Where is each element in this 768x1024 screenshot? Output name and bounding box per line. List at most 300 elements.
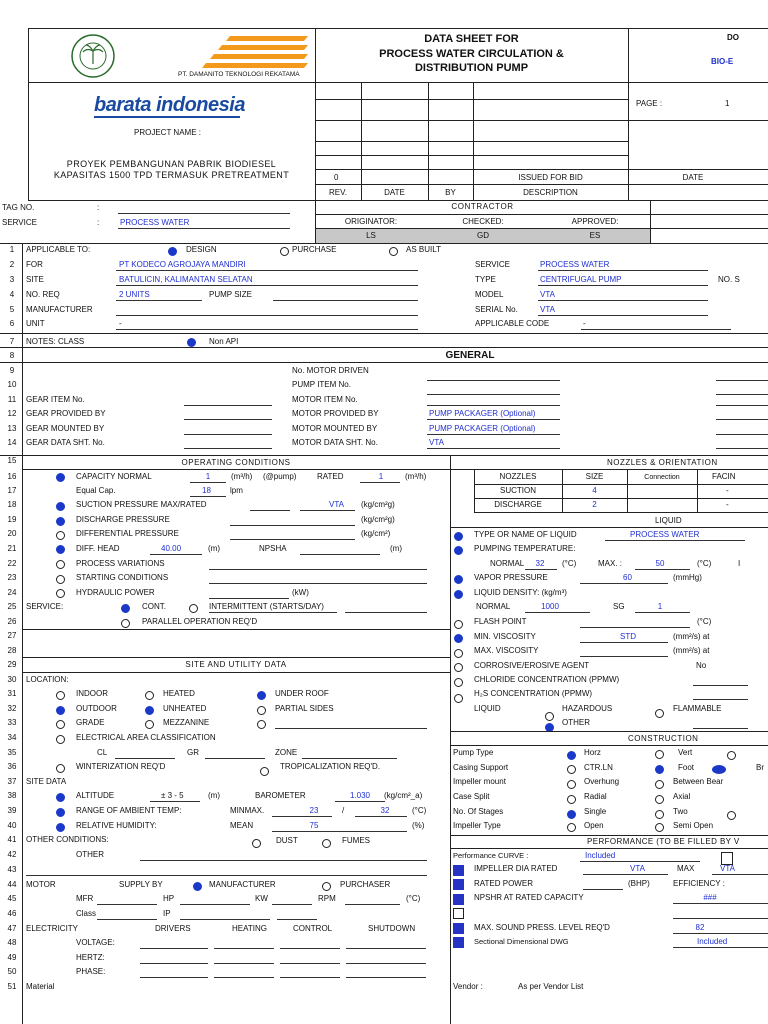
checked-label: CHECKED:	[462, 217, 504, 226]
horz-radio[interactable]	[567, 751, 576, 760]
npshr-check[interactable]	[453, 894, 464, 905]
grade-label: GRADE	[76, 718, 105, 727]
stages-label: No. Of Stages	[453, 807, 504, 816]
manufacturer-label: MANUFACTURER	[26, 305, 93, 314]
line-number: 18	[7, 500, 17, 509]
altitude-value: ± 3 - 5	[161, 791, 184, 800]
casing-label: Casing Support	[453, 763, 509, 772]
line-number: 43	[7, 865, 17, 874]
line-number: 20	[7, 529, 17, 538]
performance-header: PERFORMANCE (TO BE FILLED BY V	[587, 837, 740, 846]
originator-label: ORIGINATOR:	[344, 217, 398, 226]
discharge-nozzle: DISCHARGE	[494, 500, 542, 509]
manufacturer-radio[interactable]	[193, 882, 202, 891]
page-label: PAGE :	[636, 99, 663, 108]
company-seal	[70, 33, 116, 79]
damanito-logo	[200, 34, 310, 74]
motor-temp-unit: (°C)	[406, 894, 421, 903]
motor-label: MOTOR	[26, 880, 56, 889]
line-number: 5	[9, 305, 15, 314]
overhung-label: Overhung	[584, 777, 620, 786]
sound-check[interactable]	[453, 923, 464, 934]
temp-unit: (°C)	[412, 806, 427, 815]
phase-label: PHASE:	[76, 967, 106, 976]
type-value: CENTRIFUGAL PUMP	[540, 275, 622, 284]
max-temp-unit: (°C)	[697, 559, 712, 568]
liquid-header: LIQUID	[655, 516, 682, 525]
variations-radio[interactable]	[56, 560, 65, 569]
motor-driven-label: No. MOTOR DRIVEN	[292, 366, 369, 375]
corrosive-label: CORROSIVE/EROSIVE AGENT	[474, 661, 590, 670]
vendor-value: As per Vendor List	[518, 982, 584, 991]
foot-label: Foot	[678, 763, 695, 772]
unit-value: -	[119, 319, 122, 328]
normal-temp-label: NORMAL	[490, 559, 525, 568]
barometer-unit: (kg/cm²_a)	[384, 791, 423, 800]
line-number: 14	[7, 438, 17, 447]
site-label: SITE	[26, 275, 44, 284]
control-label: CONTROL	[293, 924, 333, 933]
line-number: 29	[7, 660, 17, 669]
parallel-radio[interactable]	[121, 619, 130, 628]
temp-slash: /	[342, 806, 345, 815]
altitude-radio[interactable]	[56, 793, 65, 802]
chloride-radio[interactable]	[454, 678, 463, 687]
sound-label: MAX. SOUND PRESS. LEVEL REQ'D	[474, 923, 610, 932]
type-liquid-radio[interactable]	[454, 532, 463, 541]
line-number: 22	[7, 559, 17, 568]
page-value: 1	[725, 99, 730, 108]
purchase-radio[interactable]	[280, 247, 289, 256]
variations-label: PROCESS VARIATIONS	[76, 559, 165, 568]
line-number: 6	[9, 319, 15, 328]
size-col: SIZE	[585, 472, 604, 481]
sectional-check[interactable]	[453, 937, 464, 948]
title-line2: PROCESS WATER CIRCULATION &	[379, 48, 564, 60]
cont-label: CONT.	[142, 602, 166, 611]
suction-nozzle: SUCTION	[500, 486, 536, 495]
hp-label: HP	[163, 894, 175, 903]
equal-cap-label: Equal Cap.	[76, 486, 116, 495]
suction-label: SUCTION PRESSURE MAX/RATED	[76, 500, 207, 509]
outdoor-label: OUTDOOR	[76, 704, 117, 713]
rev-zero: 0	[334, 173, 339, 182]
barometer-value: 1.030	[349, 791, 371, 800]
gear-datasheet-label: GEAR DATA SHT. No.	[26, 438, 105, 447]
bhp-label: (BHP)	[628, 879, 650, 888]
min-visc-value: STD	[620, 632, 636, 641]
pump-type-label: Pump Type	[453, 748, 494, 757]
ip-label: IP	[163, 909, 171, 918]
nozzles-header: NOZZLES & ORIENTATION	[607, 458, 718, 467]
mfr-label: MFR	[76, 894, 94, 903]
max-temp-label: MAX. :	[598, 559, 623, 568]
non-api-radio[interactable]	[187, 338, 196, 347]
diff-head-unit: (m)	[208, 544, 220, 553]
npshr-value: ###	[703, 893, 717, 902]
general-header: GENERAL	[445, 350, 495, 361]
normal-temp-unit: (°C)	[562, 559, 577, 568]
line-number: 10	[7, 380, 17, 389]
npsha-label: NPSHA	[259, 544, 287, 553]
single-label: Single	[584, 807, 607, 816]
dust-radio[interactable]	[252, 839, 261, 848]
discharge-unit: (kg/cm²g)	[361, 515, 395, 524]
equal-cap-value: 18	[202, 486, 211, 495]
min-visc-label: MIN. VISCOSITY	[474, 632, 536, 641]
vert-radio[interactable]	[655, 750, 664, 759]
humidity-unit: (%)	[412, 821, 425, 830]
single-radio[interactable]	[567, 810, 576, 819]
intermittent-label: INTERMITTENT (STARTS/DAY)	[209, 602, 324, 611]
contractor-label: CONTRACTOR	[451, 202, 514, 211]
service-type-label: SERVICE:	[26, 602, 64, 611]
open-radio[interactable]	[567, 823, 576, 832]
model-value: VTA	[540, 290, 555, 299]
corrosive-radio[interactable]	[454, 663, 463, 672]
altitude-label: ALTITUDE	[76, 791, 115, 800]
density-value: 1000	[541, 602, 559, 611]
design-radio[interactable]	[168, 247, 177, 256]
discharge-label: DISCHARGE PRESSURE	[76, 515, 170, 524]
line-number: 50	[7, 967, 17, 976]
line-number: 33	[7, 718, 17, 727]
service-r-value: PROCESS WATER	[540, 260, 610, 269]
title-line3: DISTRIBUTION PUMP	[414, 62, 529, 74]
rev-issued: ISSUED FOR BID	[518, 173, 583, 182]
line-number: 3	[9, 275, 15, 284]
barometer-label: BAROMETER	[255, 791, 306, 800]
line-number: 4	[9, 290, 15, 299]
line-number: 39	[7, 806, 17, 815]
h2s-label: H₂S CONCENTRATION (PPMW)	[474, 689, 593, 698]
cont-radio[interactable]	[121, 604, 130, 613]
humidity-radio[interactable]	[56, 823, 65, 832]
sg-value: 1	[657, 602, 663, 611]
corrosive-value: No	[696, 661, 707, 670]
type-liquid-label: TYPE OR NAME OF LIQUID	[474, 530, 577, 539]
outdoor-radio[interactable]	[56, 706, 65, 715]
semi-open-label: Semi Open	[673, 821, 714, 830]
line-number: 12	[7, 409, 17, 418]
two-radio[interactable]	[655, 810, 664, 819]
radial-label: Radial	[584, 792, 607, 801]
serial-label: SERIAL No.	[475, 305, 518, 314]
flash-radio[interactable]	[454, 620, 463, 629]
impeller-max-label: MAX	[677, 864, 695, 873]
impeller-mount-label: Impeller mount	[453, 777, 506, 786]
mean-value: 75	[309, 821, 319, 830]
motor-mounted-label: MOTOR MOUNTED BY	[292, 424, 378, 433]
asbuilt-radio[interactable]	[389, 247, 398, 256]
line-number: 17	[7, 486, 17, 495]
elec-area-label: ELECTRICAL AREA CLASSIFICATION	[76, 733, 216, 742]
mean-label: MEAN	[230, 821, 254, 830]
no-s-label: NO. S	[718, 275, 740, 284]
suction-size: 4	[592, 486, 597, 495]
non-api-label: Non API	[209, 337, 239, 346]
vapor-value: 60	[623, 573, 632, 582]
description-header: DESCRIPTION	[523, 188, 578, 197]
design-label: DESIGN	[186, 245, 217, 254]
applicable-label: APPLICABLE TO:	[26, 245, 91, 254]
for-value: PT KODECO AGROJAYA MANDIRI	[119, 260, 246, 269]
parallel-label: PARALLEL OPERATION REQ'D	[142, 617, 258, 626]
capacity-value: 1	[205, 472, 211, 481]
tropical-radio[interactable]	[260, 767, 269, 776]
vapor-radio[interactable]	[454, 575, 463, 584]
rated-value: 1	[378, 472, 384, 481]
line-number: 28	[7, 646, 17, 655]
line-number: 30	[7, 675, 17, 684]
drivers-label: DRIVERS	[155, 924, 191, 933]
pump-temp-radio[interactable]	[454, 546, 463, 555]
ambient-radio[interactable]	[56, 808, 65, 817]
mezzanine-label: MEZZANINE	[163, 718, 210, 727]
heated-label: HEATED	[163, 689, 195, 698]
under-roof-label: UNDER ROOF	[275, 689, 329, 698]
partial-radio[interactable]	[257, 706, 266, 715]
type-liquid-value: PROCESS WATER	[630, 530, 700, 539]
supply-label: SUPPLY BY	[119, 880, 163, 889]
service-value: PROCESS WATER	[120, 218, 190, 227]
suction-radio[interactable]	[56, 502, 65, 511]
far-i-label: I	[738, 559, 741, 568]
under-roof-radio[interactable]	[257, 691, 266, 700]
max-liquid-temp: 50	[655, 559, 665, 568]
rated-power-check[interactable]	[453, 879, 464, 890]
service-label: SERVICE	[2, 218, 37, 227]
model-label: MODEL	[475, 290, 504, 299]
ambient-label: RANGE OF AMBIENT TEMP:	[76, 806, 182, 815]
for-label: FOR	[26, 260, 43, 269]
intermittent-radio[interactable]	[189, 604, 198, 613]
at-pump-label: (@pump)	[263, 472, 297, 481]
noreq-value: 2 UNITS	[119, 290, 150, 299]
line-number: 34	[7, 733, 17, 742]
line-number: 8	[9, 351, 15, 360]
minmax-label: MINMAX.	[230, 806, 265, 815]
two-label: Two	[673, 807, 688, 816]
rated-label: RATED	[317, 472, 344, 481]
sound-value: 82	[695, 923, 705, 932]
overhung-radio[interactable]	[567, 780, 576, 789]
pump-type-other-radio[interactable]	[727, 751, 736, 760]
shutdown-label: SHUTDOWN	[368, 924, 416, 933]
max-visc-label: MAX. VISCOSITY	[474, 646, 539, 655]
grade-radio[interactable]	[56, 720, 65, 729]
line-number: 46	[7, 909, 17, 918]
discharge-facing: -	[726, 500, 729, 509]
doc-label: DO	[727, 33, 739, 42]
vert-label: Vert	[678, 748, 693, 757]
flammable-label: FLAMMABLE	[673, 704, 722, 713]
line-number: 7	[9, 337, 15, 346]
indoor-label: INDOOR	[76, 689, 108, 698]
impeller-dia-label: IMPELLER DIA RATED	[474, 864, 558, 873]
diff-head-value: 40.00	[161, 544, 182, 553]
site-data-label: SITE DATA	[26, 777, 67, 786]
between-radio[interactable]	[655, 780, 664, 789]
foot-radio[interactable]	[655, 765, 664, 774]
appcode-value: -	[583, 319, 586, 328]
bracket-label: Br	[756, 763, 764, 772]
elec-area-radio[interactable]	[56, 735, 65, 744]
starting-label: STARTING CONDITIONS	[76, 573, 169, 582]
appcode-label: APPLICABLE CODE	[475, 319, 550, 328]
starting-radio[interactable]	[56, 575, 65, 584]
discharge-radio[interactable]	[56, 517, 65, 526]
operating-header: OPERATING CONDITIONS	[181, 458, 291, 467]
stages-other-radio[interactable]	[727, 811, 736, 820]
title-line1: DATA SHEET FOR	[424, 33, 519, 45]
line-number: 1	[9, 245, 15, 254]
max-visc-radio[interactable]	[454, 649, 463, 658]
min-visc-unit: (mm²/s) at	[673, 632, 710, 641]
construction-header: CONSTRUCTION	[628, 734, 699, 743]
hertz-label: HERTZ:	[76, 953, 105, 962]
between-label: Between Bear	[673, 777, 724, 786]
flash-unit: (°C)	[697, 617, 712, 626]
material-label: Material	[26, 982, 55, 991]
fumes-radio[interactable]	[322, 839, 331, 848]
winter-radio[interactable]	[56, 764, 65, 773]
normal-temp-value: 32	[535, 559, 545, 568]
altitude-unit: (m)	[208, 791, 220, 800]
facing-col: FACIN	[712, 472, 736, 481]
semi-open-radio[interactable]	[655, 823, 664, 832]
line-number: 36	[7, 762, 17, 771]
suction-unit: (kg/cm²g)	[361, 500, 395, 509]
rev-header: REV.	[329, 188, 347, 197]
max-visc-unit: (mm²/s) at	[673, 646, 710, 655]
approved-value: ES	[589, 231, 601, 240]
line-number: 15	[7, 456, 17, 465]
line-number: 38	[7, 791, 17, 800]
line-number: 16	[7, 472, 17, 481]
min-temp-value: 23	[309, 806, 319, 815]
suction-facing: -	[726, 486, 729, 495]
lpm-label: lpm	[230, 486, 243, 495]
hazardous-radio[interactable]	[545, 712, 554, 721]
motor-provided-label: MOTOR PROVIDED BY	[292, 409, 379, 418]
ctrln-radio[interactable]	[567, 765, 576, 774]
max-temp-value: 32	[380, 806, 390, 815]
line-number: 27	[7, 631, 17, 640]
manufacturer-supply-label: MANUFACTURER	[209, 880, 276, 889]
line-number: 42	[7, 850, 17, 859]
hydraulic-radio[interactable]	[56, 589, 65, 598]
electricity-label: ELECTRICITY	[26, 924, 79, 933]
mezzanine-radio[interactable]	[145, 720, 154, 729]
approved-label: APPROVED:	[571, 217, 619, 226]
line-number: 48	[7, 938, 17, 947]
impeller-dia-check[interactable]	[453, 865, 464, 876]
curve-label: Performance CURVE :	[453, 851, 529, 860]
purchase-label: PURCHASE	[292, 245, 337, 254]
gear-item-label: GEAR ITEM No.	[26, 395, 85, 404]
notes-class-label: NOTES: CLASS	[26, 337, 85, 346]
diff-head-label: DIFF. HEAD	[76, 544, 120, 553]
hydraulic-unit: (kW)	[292, 588, 309, 597]
liquid-class-label: LIQUID	[474, 704, 501, 713]
efficiency-label: EFFICIENCY :	[673, 879, 725, 888]
blank-check[interactable]	[453, 908, 464, 919]
tropical-label: TROPICALIZATION REQ'D.	[280, 762, 381, 771]
axial-radio[interactable]	[655, 795, 664, 804]
project-line1: PROYEK PEMBANGUNAN PABRIK BIODIESEL	[66, 159, 277, 169]
indoor-radio[interactable]	[56, 691, 65, 700]
open-label: Open	[584, 821, 604, 830]
rev-date-col: DATE	[682, 173, 704, 182]
other-liquid-label: OTHER	[562, 718, 590, 727]
chloride-label: CHLORIDE CONCENTRATION (PPMW)	[474, 675, 620, 684]
unheated-radio[interactable]	[145, 706, 154, 715]
case-split-label: Case Split	[453, 792, 490, 801]
site-header: SITE AND UTILITY DATA	[185, 660, 287, 669]
heated-radio[interactable]	[145, 691, 154, 700]
rated-unit: (m³/h)	[405, 472, 427, 481]
service-r-label: SERVICE	[475, 260, 510, 269]
npsha-unit: (m)	[390, 544, 402, 553]
purchaser-radio[interactable]	[322, 882, 331, 891]
normal-density-label: NORMAL	[476, 602, 511, 611]
other-conditions-label: OTHER CONDITIONS:	[26, 835, 109, 844]
noreq-label: NO. REQ	[26, 290, 60, 299]
density-label: LIQUID DENSITY: (kg/m³)	[474, 588, 567, 597]
winter-label: WINTERIZATION REQ'D	[76, 762, 166, 771]
rpm-label: RPM	[318, 894, 336, 903]
line-number: 2	[9, 260, 15, 269]
site-value: BATULICIN, KALIMANTAN SELATAN	[119, 275, 253, 284]
bracket-radio[interactable]	[712, 765, 726, 774]
asbuilt-label: AS BUILT	[406, 245, 441, 254]
unheated-label: UNHEATED	[163, 704, 207, 713]
gear-mounted-label: GEAR MOUNTED BY	[26, 424, 105, 433]
line-number: 32	[7, 704, 17, 713]
flammable-radio[interactable]	[655, 709, 664, 718]
line-number: 11	[7, 395, 17, 404]
line-number: 45	[7, 894, 17, 903]
diff-head-radio[interactable]	[56, 545, 65, 554]
impeller-type-label: Impeller Type	[453, 821, 501, 830]
ctrln-label: CTR.LN	[584, 763, 613, 772]
hazardous-label: HAZARDOUS	[562, 704, 613, 713]
cl-label: CL	[97, 748, 108, 757]
kw-label: KW	[255, 894, 268, 903]
class-label: Class	[76, 909, 97, 918]
vapor-label: VAPOR PRESSURE	[474, 573, 548, 582]
capacity-label: CAPACITY NORMAL	[76, 472, 152, 481]
capacity-unit: (m³/h)	[231, 472, 253, 481]
radial-radio[interactable]	[567, 795, 576, 804]
line-number: 41	[7, 835, 17, 844]
heating-label: HEATING	[232, 924, 267, 933]
diff-pressure-radio[interactable]	[56, 531, 65, 540]
min-visc-radio[interactable]	[454, 634, 463, 643]
other-location-radio[interactable]	[257, 720, 266, 729]
partial-label: PARTIAL SIDES	[275, 704, 334, 713]
capacity-radio[interactable]	[56, 473, 65, 482]
line-number: 24	[7, 588, 17, 597]
h2s-radio[interactable]	[454, 694, 463, 703]
line-number: 21	[7, 544, 17, 553]
purchaser-label: PURCHASER	[340, 880, 391, 889]
line-number: 44	[7, 880, 17, 889]
density-radio[interactable]	[454, 590, 463, 599]
zone-label: ZONE	[275, 748, 298, 757]
line-number: 37	[7, 777, 17, 786]
